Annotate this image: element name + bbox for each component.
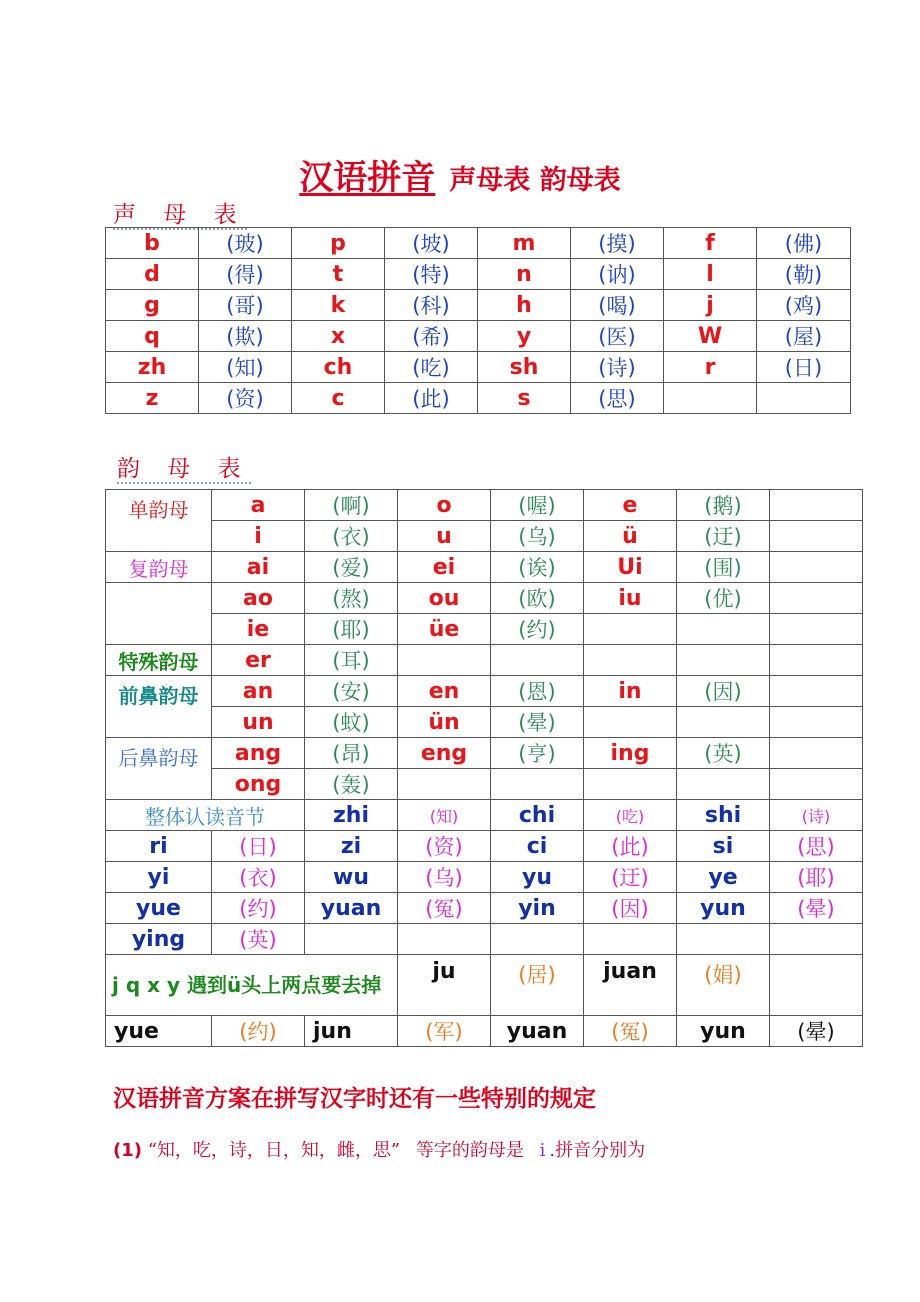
cell: W: [664, 321, 757, 352]
cell: yuan: [305, 893, 398, 924]
table-row: [106, 955, 863, 1016]
cell: n: [478, 259, 571, 290]
cell: [770, 769, 863, 800]
cell: p: [292, 228, 385, 259]
cell: yue: [106, 893, 212, 924]
title-sub: 声母表 韵母表: [449, 165, 621, 196]
table-row: [106, 893, 863, 924]
cell: [770, 645, 863, 676]
table-row: [106, 707, 863, 738]
cell: (耶): [770, 862, 863, 893]
cell: (知): [199, 352, 292, 383]
cell: (约): [491, 614, 584, 645]
cell: (思): [770, 831, 863, 862]
cell: [677, 924, 770, 955]
cell: (约): [212, 1016, 305, 1047]
cell: (喝): [571, 290, 664, 321]
cell: ou: [398, 583, 491, 614]
cell: [398, 645, 491, 676]
cell: (乌): [398, 862, 491, 893]
cell: (轰): [305, 769, 398, 800]
label-dan: 单韵母: [106, 490, 212, 552]
cell: [491, 924, 584, 955]
cell: (日): [212, 831, 305, 862]
cell: wu: [305, 862, 398, 893]
cell: (鸡): [757, 290, 851, 321]
cell: j: [664, 290, 757, 321]
cell: (此): [584, 831, 677, 862]
rule-number: (1): [113, 1140, 142, 1161]
cell: (英): [212, 924, 305, 955]
table-row: [106, 383, 851, 414]
cell: zi: [305, 831, 398, 862]
cell: zh: [106, 352, 199, 383]
cell: yun: [677, 893, 770, 924]
cell: [491, 645, 584, 676]
cell: (围): [677, 552, 770, 583]
cell: (居): [491, 955, 584, 1016]
cell: [770, 583, 863, 614]
cell: (诗): [770, 800, 863, 831]
cell: (迂): [584, 862, 677, 893]
cell: (讷): [571, 259, 664, 290]
cell: (耳): [305, 645, 398, 676]
shengmu-heading: 声 母 表: [113, 202, 247, 228]
cell: (摸): [571, 228, 664, 259]
cell: ong: [212, 769, 305, 800]
cell: [584, 614, 677, 645]
cell: (诗): [571, 352, 664, 383]
cell: (亨): [491, 738, 584, 769]
table-row: [106, 552, 863, 583]
rule-tail: .拼音分别为: [549, 1140, 646, 1161]
cell: g: [106, 290, 199, 321]
cell: [584, 707, 677, 738]
label-zhengti: 整体认读音节: [106, 800, 305, 831]
cell: er: [212, 645, 305, 676]
cell: (昂): [305, 738, 398, 769]
cell: t: [292, 259, 385, 290]
cell: k: [292, 290, 385, 321]
cell: (耶): [305, 614, 398, 645]
cell: (因): [584, 893, 677, 924]
cell: h: [478, 290, 571, 321]
cell: (欧): [491, 583, 584, 614]
table-row: [106, 259, 851, 290]
cell: yun: [677, 1016, 770, 1047]
cell: (迂): [677, 521, 770, 552]
cell: a: [212, 490, 305, 521]
cell: in: [584, 676, 677, 707]
cell: [770, 738, 863, 769]
cell: [677, 614, 770, 645]
cell: (佛): [757, 228, 851, 259]
cell: an: [212, 676, 305, 707]
cell: chi: [491, 800, 584, 831]
cell: yue: [106, 1016, 212, 1047]
cell: (勒): [757, 259, 851, 290]
table-row: [106, 614, 863, 645]
label-qianbi: 前鼻韵母: [106, 676, 212, 738]
shengmu-table: [105, 227, 851, 414]
label-teshu: 特殊韵母: [106, 645, 212, 676]
cell: (屋): [757, 321, 851, 352]
cell: r: [664, 352, 757, 383]
table-row: [106, 862, 863, 893]
cell: un: [212, 707, 305, 738]
cell: [106, 583, 212, 645]
cell: [584, 769, 677, 800]
cell: (英): [677, 738, 770, 769]
cell: zhi: [305, 800, 398, 831]
cell: ing: [584, 738, 677, 769]
cell: ei: [398, 552, 491, 583]
cell: (坡): [385, 228, 478, 259]
cell: (乌): [491, 521, 584, 552]
cell: ao: [212, 583, 305, 614]
label-houbi: 后鼻韵母: [106, 738, 212, 800]
cell: (喔): [491, 490, 584, 521]
cell: [770, 614, 863, 645]
cell: (知): [398, 800, 491, 831]
cell: [398, 769, 491, 800]
cell: (得): [199, 259, 292, 290]
cell: [770, 676, 863, 707]
cell: l: [664, 259, 757, 290]
cell: [491, 769, 584, 800]
table-row: [106, 738, 863, 769]
table-row: [106, 1016, 863, 1047]
cell: üe: [398, 614, 491, 645]
cell: ai: [212, 552, 305, 583]
cell: (资): [199, 383, 292, 414]
cell: (资): [398, 831, 491, 862]
cell: ju: [398, 955, 491, 1016]
cell: o: [398, 490, 491, 521]
cell: [677, 707, 770, 738]
cell: c: [292, 383, 385, 414]
cell: i: [212, 521, 305, 552]
cell: yuan: [491, 1016, 584, 1047]
cell: (熬): [305, 583, 398, 614]
rule-title: 汉语拼音方案在拼写汉字时还有一些特别的规定: [113, 1086, 596, 1112]
cell: [757, 383, 851, 414]
cell: shi: [677, 800, 770, 831]
cell: ün: [398, 707, 491, 738]
cell: (医): [571, 321, 664, 352]
cell: [677, 645, 770, 676]
cell: ü: [584, 521, 677, 552]
label-jqxy: j q x y 遇到ü头上两点要去掉: [106, 955, 398, 1016]
cell: juan: [584, 955, 677, 1016]
cell: (吃): [584, 800, 677, 831]
cell: ie: [212, 614, 305, 645]
table-row: [106, 831, 863, 862]
table-row: [106, 645, 863, 676]
cell: (衣): [212, 862, 305, 893]
cell: [398, 924, 491, 955]
cell: yu: [491, 862, 584, 893]
cell: (晕): [770, 1016, 863, 1047]
cell: [677, 769, 770, 800]
cell: [770, 490, 863, 521]
cell: (日): [757, 352, 851, 383]
cell: en: [398, 676, 491, 707]
cell: m: [478, 228, 571, 259]
yunmu-table: [105, 489, 863, 1047]
cell: q: [106, 321, 199, 352]
cell: e: [584, 490, 677, 521]
rule-quote: “知，吃，诗，日，知，雌，思”: [147, 1140, 401, 1161]
cell: (鹅): [677, 490, 770, 521]
rule-line: [113, 1136, 645, 1162]
cell: (冤): [584, 1016, 677, 1047]
cell: d: [106, 259, 199, 290]
table-row: [106, 352, 851, 383]
cell: (玻): [199, 228, 292, 259]
cell: ch: [292, 352, 385, 383]
table-row: [106, 321, 851, 352]
cell: (约): [212, 893, 305, 924]
cell: yi: [106, 862, 212, 893]
cell: [770, 521, 863, 552]
cell: [584, 924, 677, 955]
cell: Ui: [584, 552, 677, 583]
table-row: [106, 521, 863, 552]
table-row: [106, 800, 863, 831]
cell: (思): [571, 383, 664, 414]
cell: (蚊): [305, 707, 398, 738]
cell: jun: [305, 1016, 398, 1047]
cell: (科): [385, 290, 478, 321]
cell: [584, 645, 677, 676]
cell: (啊): [305, 490, 398, 521]
cell: iu: [584, 583, 677, 614]
cell: (因): [677, 676, 770, 707]
cell: ri: [106, 831, 212, 862]
cell: si: [677, 831, 770, 862]
cell: [770, 707, 863, 738]
table-row: [106, 583, 863, 614]
cell: b: [106, 228, 199, 259]
table-row: [106, 490, 863, 521]
table-row: [106, 228, 851, 259]
cell: (衣): [305, 521, 398, 552]
cell: s: [478, 383, 571, 414]
cell: (军): [398, 1016, 491, 1047]
cell: [770, 955, 863, 1016]
cell: x: [292, 321, 385, 352]
cell: yin: [491, 893, 584, 924]
cell: u: [398, 521, 491, 552]
cell: (吃): [385, 352, 478, 383]
cell: (此): [385, 383, 478, 414]
table-row: [106, 769, 863, 800]
cell: ye: [677, 862, 770, 893]
cell: [770, 552, 863, 583]
table-row: [106, 676, 863, 707]
cell: f: [664, 228, 757, 259]
table-row: [106, 924, 863, 955]
label-fu: 复韵母: [106, 552, 212, 583]
cell: (哥): [199, 290, 292, 321]
cell: sh: [478, 352, 571, 383]
cell: z: [106, 383, 199, 414]
cell: ang: [212, 738, 305, 769]
table-row: [106, 290, 851, 321]
cell: (恩): [491, 676, 584, 707]
cell: (爱): [305, 552, 398, 583]
cell: (晕): [770, 893, 863, 924]
cell: y: [478, 321, 571, 352]
cell: (冤): [398, 893, 491, 924]
title-main: 汉语拼音: [299, 158, 436, 198]
cell: [305, 924, 398, 955]
cell: (欺): [199, 321, 292, 352]
cell: (优): [677, 583, 770, 614]
cell: eng: [398, 738, 491, 769]
cell: ying: [106, 924, 212, 955]
yunmu-heading: 韵 母 表: [117, 456, 251, 482]
cell: (希): [385, 321, 478, 352]
rule-text: 等字的韵母是: [415, 1140, 524, 1161]
cell: (安): [305, 676, 398, 707]
cell: [770, 924, 863, 955]
page-title: [0, 150, 920, 199]
cell: (特): [385, 259, 478, 290]
cell: (诶): [491, 552, 584, 583]
rule-letter: i: [539, 1140, 546, 1161]
cell: ci: [491, 831, 584, 862]
cell: (娟): [677, 955, 770, 1016]
cell: [664, 383, 757, 414]
cell: (晕): [491, 707, 584, 738]
